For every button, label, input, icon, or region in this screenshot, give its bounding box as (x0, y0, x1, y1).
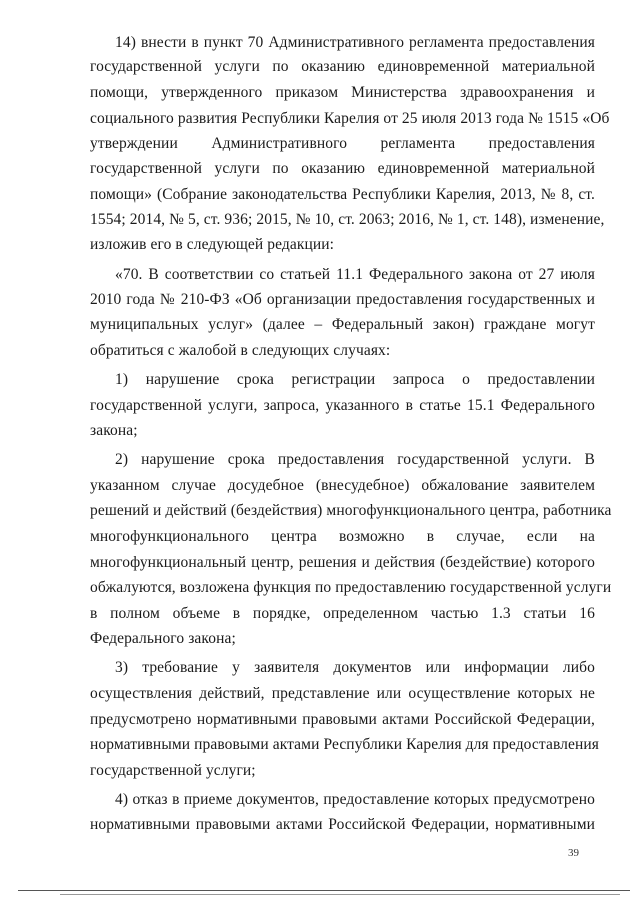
paragraph-line: муниципальных услуг» (далее – Федеральный закон) граждане могут (90, 316, 595, 333)
paragraph-line: 2010 года № 210-ФЗ «Об организации предоставления государственных и (90, 291, 595, 308)
paragraph-line: нормативными правовыми актами Республики Карелия для предоставления (90, 736, 599, 753)
paragraph-line: в полном объеме в порядке, определенном частью 1.3 статьи 16 (90, 605, 595, 622)
paragraph-line: предусмотрено нормативными правовыми актами Российской Федерации, (90, 711, 595, 728)
page-number: 39 (568, 847, 579, 859)
paragraph-line: указанном случае досудебное (внесудебное) обжалование заявителем (90, 477, 595, 494)
paragraph-line: решений и действий (бездействия) многофункционального центра, работника (90, 502, 612, 519)
paragraph-line: обратиться с жалобой в следующих случаях: (90, 342, 391, 359)
paragraph-line: 2) нарушение срока предоставления государственной услуги. В (115, 451, 595, 468)
paragraph-line: государственной услуги по оказанию единовременной материальной (90, 58, 595, 75)
scan-edge-line (18, 890, 630, 891)
paragraph-line: многофункциональный центр, решения и действия (бездействие) которого (90, 554, 595, 571)
paragraph-line: государственной услуги по оказанию единовременной материальной (90, 160, 595, 177)
paragraph-line: 4) отказ в приеме документов, предоставление которых предусмотрено (115, 791, 595, 808)
paragraph-line: изложив его в следующей редакции: (90, 236, 335, 253)
paragraph-line: государственной услуги, запроса, указанного в статье 15.1 Федерального (90, 397, 595, 414)
paragraph-line: 3) требование у заявителя документов или информации либо (115, 659, 595, 676)
paragraph-line: нормативными правовыми актами Российской Федерации, нормативными (90, 816, 595, 833)
paragraph-line: 1) нарушение срока регистрации запроса о предоставлении (115, 371, 595, 388)
paragraph-line: 14) внести в пункт 70 Административного регламента предоставления (115, 34, 595, 51)
paragraph-line: обжалуются, возложена функция по предоставлению государственной услуги (90, 579, 612, 596)
paragraph-line: социального развития Республики Карелия от 25 июля 2013 года № 1515 «Об (90, 110, 610, 127)
paragraph-line: 1554; 2014, № 5, ст. 936; 2015, № 10, ст. 2063; 2016, № 1, ст. 148), изменение, (90, 211, 605, 228)
paragraph-line: многофункционального центра возможно в случае, если на (90, 528, 595, 545)
paragraph-line: закона; (90, 422, 138, 439)
paragraph-line: помощи» (Собрание законодательства Республики Карелия, 2013, № 8, ст. (90, 186, 595, 203)
scan-edge-line (60, 894, 620, 895)
paragraph-line: государственной услуги; (90, 762, 256, 779)
paragraph-line: «70. В соответствии со статьей 11.1 Федерального закона от 27 июля (115, 266, 595, 283)
paragraph-line: утверждении Административного регламента предоставления (90, 135, 595, 152)
paragraph-line: помощи, утвержденного приказом Министерства здравоохранения и (90, 84, 595, 101)
paragraph-line: осуществления действий, представление или осуществление которых не (90, 685, 595, 702)
paragraph-line: Федерального закона; (90, 630, 236, 647)
